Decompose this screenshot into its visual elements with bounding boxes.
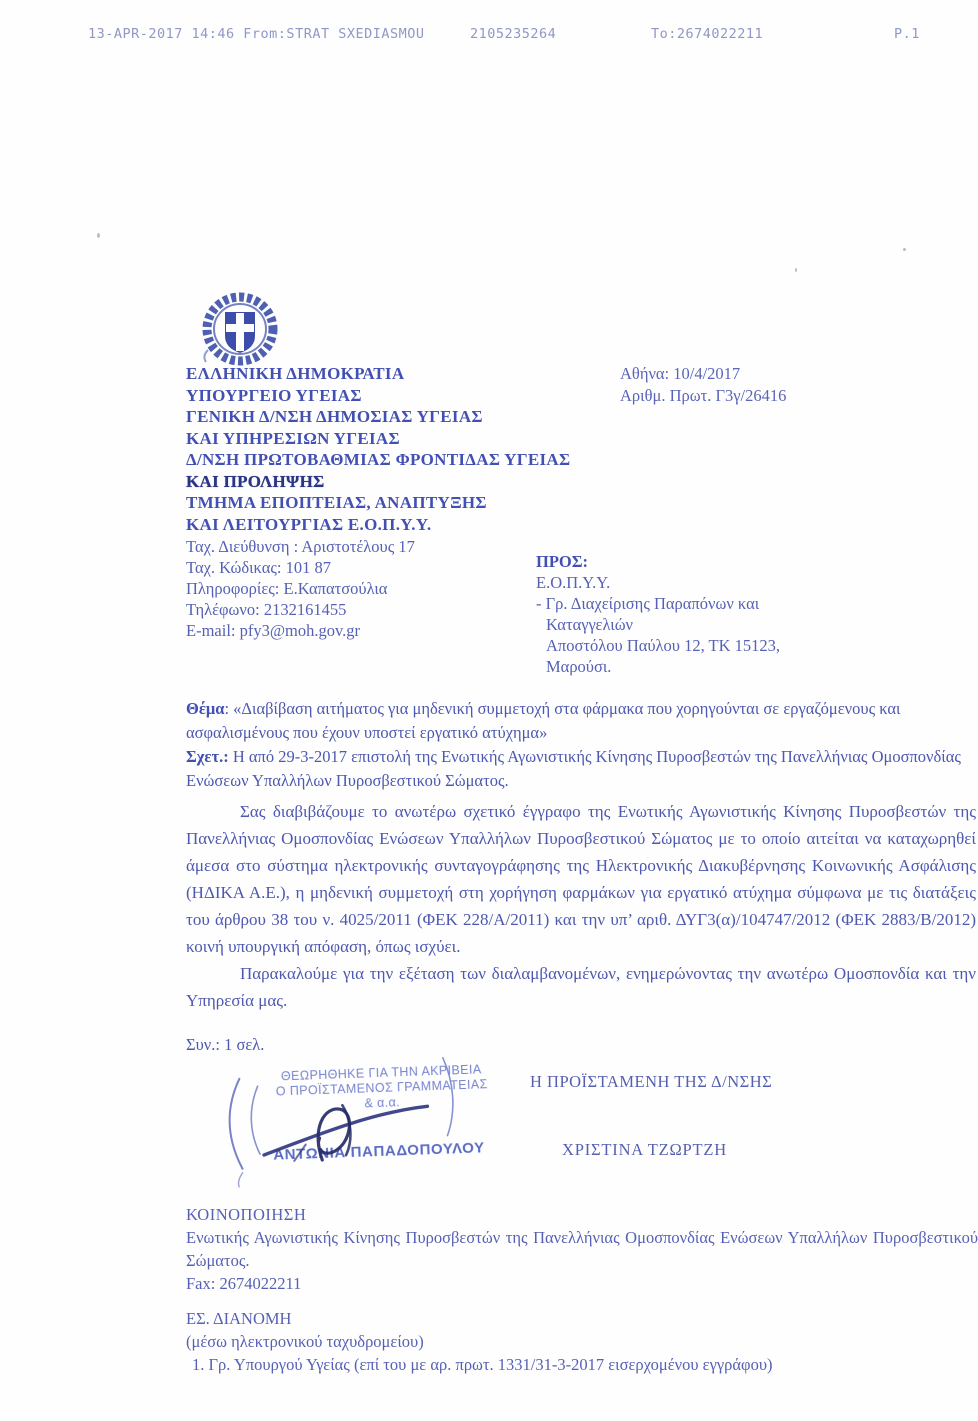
fax-datetime-from: 13-APR-2017 14:46 From:STRAT SXEDIASMOU <box>88 26 425 42</box>
recipient-label: ΠΡΟΣ: <box>536 552 589 571</box>
cc-body: Ενωτικής Αγωνιστικής Κίνησης Πυροσβεστών της Πανελλήνιας Ομοσπονδίας Ενώσεων Υπαλλήλων Πυροσβεστικού Σώματος. <box>186 1228 978 1270</box>
letter-body <box>186 798 976 1014</box>
protocol-city-date: Αθήνα: 10/4/2017 <box>620 364 741 383</box>
fax-transmission-header <box>88 26 968 44</box>
stamp-line-3: & α.α. <box>364 1095 401 1111</box>
recipient-city: Μαρούσι. <box>546 657 612 676</box>
recipient-dept-cont: Καταγγελιών <box>546 615 634 634</box>
agency-line: ΓΕΝΙΚΗ Δ/ΝΣΗ ΔΗΜΟΣΙΑΣ ΥΓΕΙΑΣ <box>186 407 483 426</box>
letterhead-agency-block <box>186 363 626 535</box>
fax-recipient-number: To:2674022211 <box>651 26 764 42</box>
contact-email: E-mail: pfy3@moh.gov.gr <box>186 621 361 640</box>
subject-label: Θέμα <box>186 699 225 718</box>
cc-section <box>186 1203 978 1295</box>
agency-line: ΚΑΙ ΛΕΙΤΟΥΡΓΙΑΣ Ε.Ο.Π.Υ.Υ. <box>186 514 432 534</box>
signer-name: ΧΡΙΣΤΙΝΑ ΤΖΩΡΤΖΗ <box>562 1140 727 1159</box>
agency-line: Δ/ΝΣΗ ΠΡΩΤΟΒΑΘΜΙΑΣ ΦΡΟΝΤΙΔΑΣ ΥΓΕΙΑΣ <box>186 450 571 469</box>
scan-speck <box>903 248 906 251</box>
agency-line: ΥΠΟΥΡΓΕΙΟ ΥΓΕΙΑΣ <box>186 385 362 405</box>
fax-page-number: P.1 <box>894 26 920 42</box>
body-paragraph-2: Παρακαλούμε για την εξέταση των διαλαμβανομένων, ενημερώνοντας την ανωτέρω Ομοσπονδία και την Υπηρεσία μας. <box>186 964 976 1010</box>
agency-line: ΚΑΙ ΠΡΟΛΗΨΗΣ <box>186 471 325 491</box>
greek-coat-of-arms-icon <box>196 292 288 366</box>
contact-details-block <box>186 536 546 641</box>
reference-text: Η από 29-3-2017 επιστολή της Ενωτικής Αγωνιστικής Κίνησης Πυροσβεστών της Πανελλήνιας Ομοσπονδίας Ενώσεων Υπαλλήλων Πυροσβεστικού Σώματος. <box>186 747 961 790</box>
contact-address: Ταχ. Διεύθυνση : Αριστοτέλους 17 <box>186 537 415 556</box>
stamp-line-1: ΘΕΩΡΗΘΗΚΕ ΓΙΑ ΤΗΝ ΑΚΡΙΒΕΙΑ <box>280 1062 482 1084</box>
scan-speck <box>97 233 100 238</box>
signer-title: Η ΠΡΟΪΣΤΑΜΕΝΗ ΤΗΣ Δ/ΝΣΗΣ <box>530 1072 773 1091</box>
cc-heading: ΚΟΙΝΟΠΟΙΗΣΗ <box>186 1205 307 1224</box>
stamp-line-2: Ο ΠΡΟΪΣΤΑΜΕΝΟΣ ΓΡΑΜΜΑΤΕΙΑΣ <box>275 1077 488 1099</box>
distribution-item: 1. Γρ. Υπουργού Υγείας (επί του με αρ. πρωτ. 1331/31-3-2017 εισερχομένου εγγράφου) <box>192 1355 773 1374</box>
attachments-note: Συν.: 1 σελ. <box>186 1035 265 1054</box>
recipient-org: Ε.Ο.Π.Υ.Υ. <box>536 573 611 592</box>
body-paragraph-1: Σας διαβιβάζουμε το ανωτέρω σχετικό έγγραφο της Ενωτικής Αγωνιστικής Κίνησης Πυροσβεστών της Πανελλήνιας Ομοσπονδίας Ενώσεων Υπαλλήλων Πυροσβεστικού Σώματος με το οποίο αιτείται να καταχωρηθεί άμεσα στο σύστημα ηλεκτρονικής συνταγογράφησης της Ηλεκτρονικής Διακυβέρνησης Κοινωνικής Ασφάλισης (ΗΔΙΚΑ Α.Ε.), η μηδενική συμμετοχή στη χορήγηση φαρμάκων για εργατικό ατύχημα σύμφωνα με τις διατάξεις του άρθρου 38 του ν. 4025/2011 (ΦΕΚ 228/Α/2011) και την υπ’ αριθ. ΔΥΓ3(α)/104747/2012 (ΦΕΚ 2883/Β/2012) κοινή υπουργική απόφαση, όπως ισχύει. <box>186 802 976 956</box>
agency-line: ΚΑΙ ΥΠΗΡΕΣΙΩΝ ΥΓΕΙΑΣ <box>186 428 400 448</box>
cc-fax: Fax: 2674022211 <box>186 1274 302 1293</box>
protocol-number: Αριθμ. Πρωτ. Γ3γ/26416 <box>620 386 787 405</box>
fax-sender-number: 2105235264 <box>470 26 557 42</box>
contact-phone: Τηλέφωνο: 2132161455 <box>186 600 347 619</box>
stamp-signer-name: ΑΝΤΩΝΙΑ ΠΑΠΑΔΟΠΟΥΛΟΥ <box>272 1139 485 1164</box>
distribution-heading: ΕΣ. ΔΙΑΝΟΜΗ <box>186 1309 292 1328</box>
contact-postcode: Ταχ. Κώδικας: 101 87 <box>186 558 331 577</box>
agency-line: ΤΜΗΜΑ ΕΠΟΠΤΕΙΑΣ, ΑΝΑΠΤΥΞΗΣ <box>186 493 487 512</box>
agency-line: ΕΛΛΗΝΙΚΗ ΔΗΜΟΚΡΑΤΙΑ <box>186 364 405 383</box>
distribution-subheading: (μέσω ηλεκτρονικού ταχυδρομείου) <box>186 1332 424 1351</box>
reference-line <box>186 745 978 793</box>
protocol-block <box>620 363 940 407</box>
contact-person: Πληροφορίες: Ε.Καπατσούλια <box>186 579 388 598</box>
recipient-dept: - Γρ. Διαχείρισης Παραπόνων και <box>536 594 760 613</box>
subject-reference-block <box>186 697 978 793</box>
recipient-street: Αποστόλου Παύλου 12, ΤΚ 15123, <box>546 636 781 655</box>
certification-stamp <box>226 1053 530 1193</box>
subject-line <box>186 697 978 745</box>
reference-label: Σχετ.: <box>186 747 229 766</box>
internal-distribution-section <box>186 1307 978 1376</box>
subject-text: : «Διαβίβαση αιτήματος για μηδενική συμμετοχή στα φάρμακα που χορηγούνται σε εργαζόμενους και ασφαλισμένους που έχουν υποστεί εργατικό ατύχημα» <box>186 699 901 742</box>
handwritten-signature-icon <box>190 1041 535 1203</box>
recipient-block <box>536 551 936 677</box>
scan-speck <box>795 268 797 272</box>
